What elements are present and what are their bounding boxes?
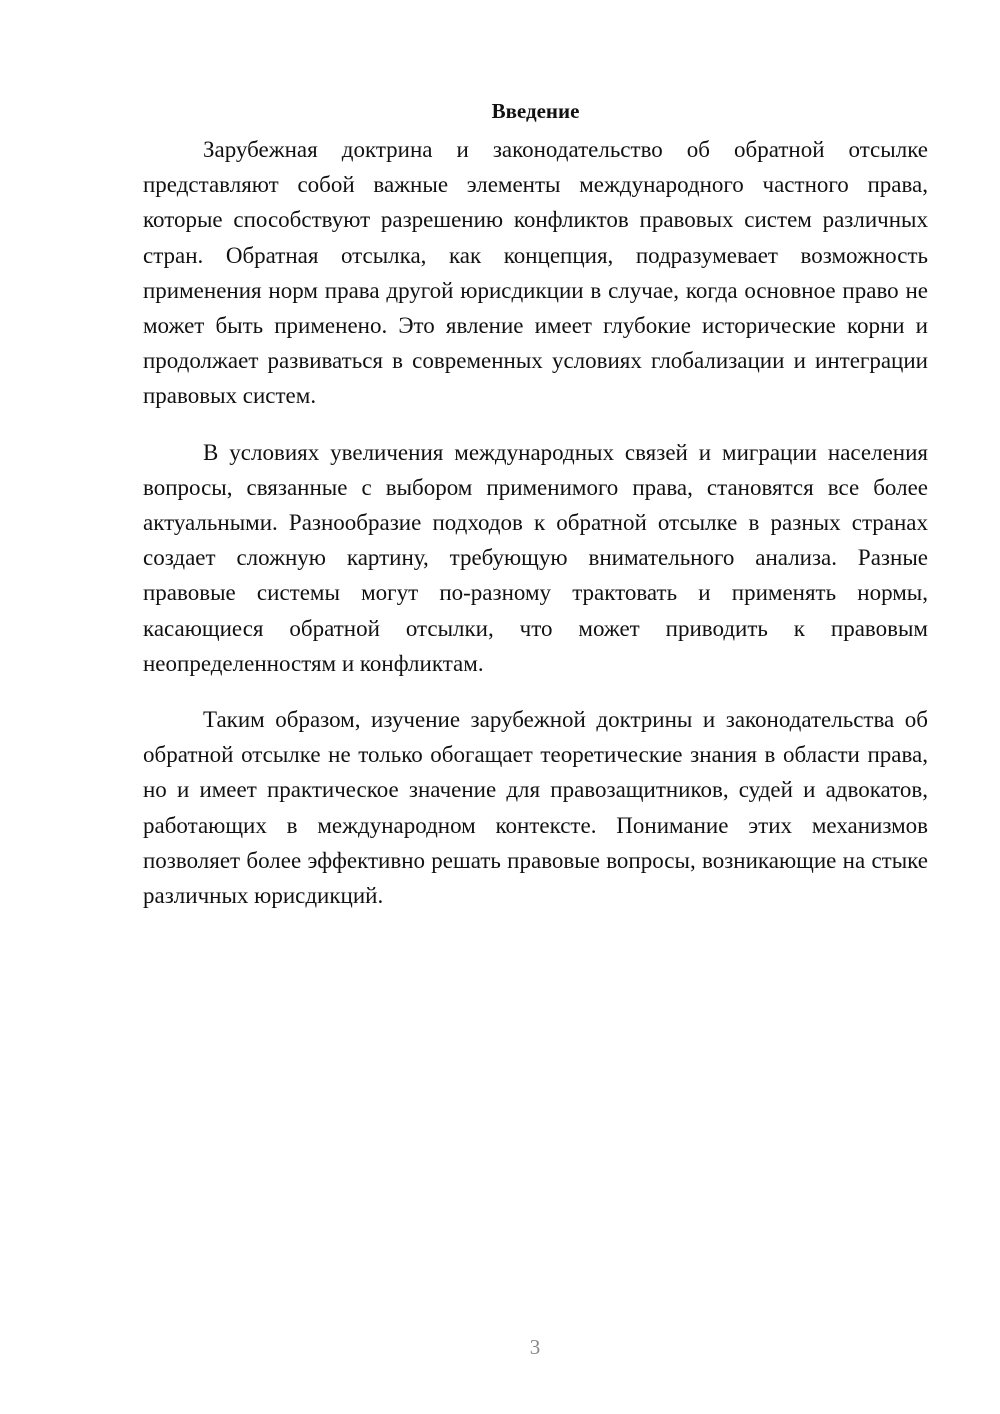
- paragraph-1: Зарубежная доктрина и законодательство об обратной отсылке представляют собой важные элементы международного частного права, которые способствуют разрешению конфликтов правовых систем различных стран. Обратная отсылка, как концепция, подразумевает возможность применения норм права другой юрисдикции в случае, когда основное право не может быть применено. Это явление имеет глубокие исторические корни и продолжает развиваться в современных условиях глобализации и интеграции правовых систем.: [143, 137, 928, 409]
- paragraph-3: Таким образом, изучение зарубежной доктрины и законодательства об обратной отсылке не только обогащает теоретические знания в области права, но и имеет практическое значение для правозащитников, судей и адвокатов, работающих в международном контексте. Понимание этих механизмов позволяет более эффективно решать правовые вопросы, возникающие на стыке различных юрисдикций.: [143, 707, 928, 909]
- paragraph-2: В условиях увеличения международных связей и миграции населения вопросы, связанные с выбором применимого права, становятся все более актуальными. Разнообразие подходов к обратной отсылке в разных странах создает сложную картину, требующую внимательного анализа. Разные правовые системы могут по-разному трактовать и применять нормы, касающиеся обратной отсылки, что может приводить к правовым неопределенностям и конфликтам.: [143, 439, 928, 676]
- page-content: [143, 96, 928, 934]
- page-number: 3: [529, 1335, 541, 1359]
- section-title: Введение: [491, 99, 580, 123]
